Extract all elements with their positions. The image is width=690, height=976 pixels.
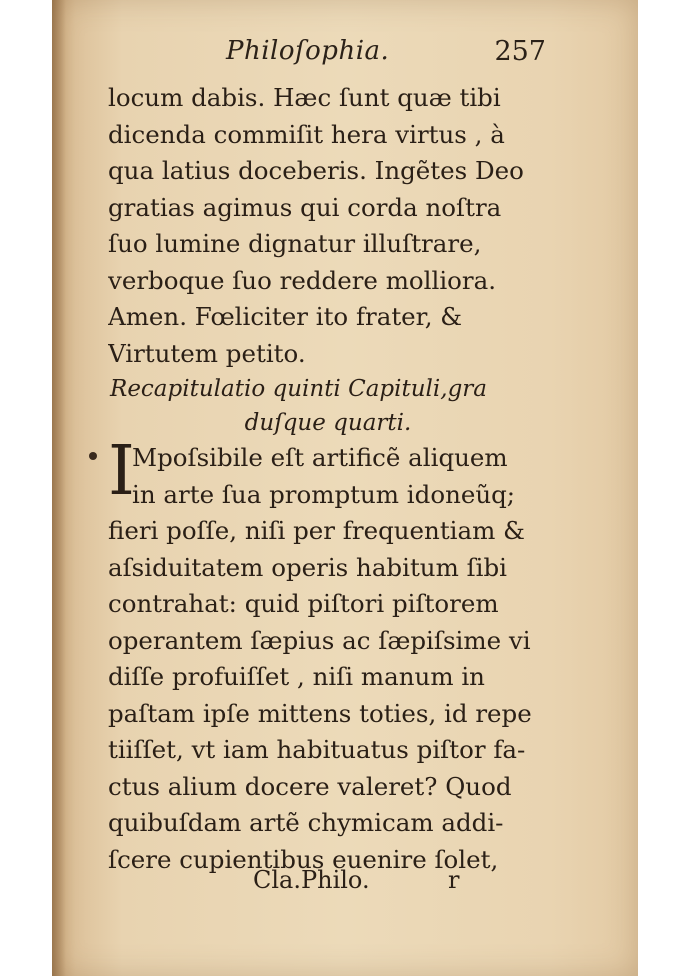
text-line: ſcere cupientibus euenire ſolet, bbox=[108, 844, 499, 874]
drop-cap: I bbox=[108, 432, 135, 511]
text-line: gratias agimus qui corda noſtra bbox=[108, 192, 502, 222]
text-line: diſſe profuiſſet , niſi manum in bbox=[108, 662, 485, 691]
text-line: tiiſſet, vt iam habituatus piſtor fa- bbox=[108, 735, 526, 764]
text-line: quibuſdam artẽ chymicam addi- bbox=[108, 808, 504, 837]
running-head: Philoſophia. bbox=[226, 36, 390, 66]
page-footer bbox=[108, 866, 548, 902]
page-header bbox=[108, 34, 548, 78]
margin-mark bbox=[89, 452, 97, 460]
text-line: paſtam ipſe mittens toties, id repe bbox=[108, 698, 532, 728]
text-line: fieri poſſe, niſi per frequentiam & bbox=[108, 516, 525, 545]
text-line: qua latius doceberis. Ingẽtes Deo bbox=[108, 156, 524, 185]
catchword: Cla.Philo. bbox=[253, 866, 370, 894]
text-line: Amen. Fœliciter ito frater, & bbox=[108, 302, 463, 331]
text-line: aſsiduitatem operis habitum ſibi bbox=[108, 552, 508, 582]
text-line: in arte ſua promptum idoneũq; bbox=[132, 479, 516, 509]
paragraph bbox=[108, 432, 548, 878]
text-line: contrahat: quid piſtori piſtorem bbox=[108, 589, 499, 618]
page-gutter-shadow bbox=[52, 0, 66, 976]
text-line: Mpoſsibile eſt artificẽ aliquem bbox=[132, 443, 508, 472]
text-line: verboque ſuo reddere molliora. bbox=[108, 265, 497, 295]
section-heading-continued: duſque quarti. bbox=[244, 410, 412, 436]
text-line: operantem ſæpius ac ſæpiſsime vi bbox=[108, 625, 531, 655]
page-number: 257 bbox=[494, 36, 546, 67]
text-line: Virtutem petito. bbox=[108, 338, 306, 368]
text-line: ctus alium docere valeret? Quod bbox=[108, 771, 512, 801]
signature-mark: r bbox=[448, 866, 460, 894]
text-line: locum dabis. Hæc ſunt quæ tibi bbox=[108, 83, 501, 112]
text-block bbox=[108, 80, 548, 878]
text-line: ſuo lumine dignatur illuſtrare, bbox=[108, 229, 482, 258]
text-line: dicenda commiſit hera virtus , à bbox=[108, 119, 505, 149]
section-heading: Recapitulatio quinti Capituli,gra bbox=[110, 376, 487, 402]
